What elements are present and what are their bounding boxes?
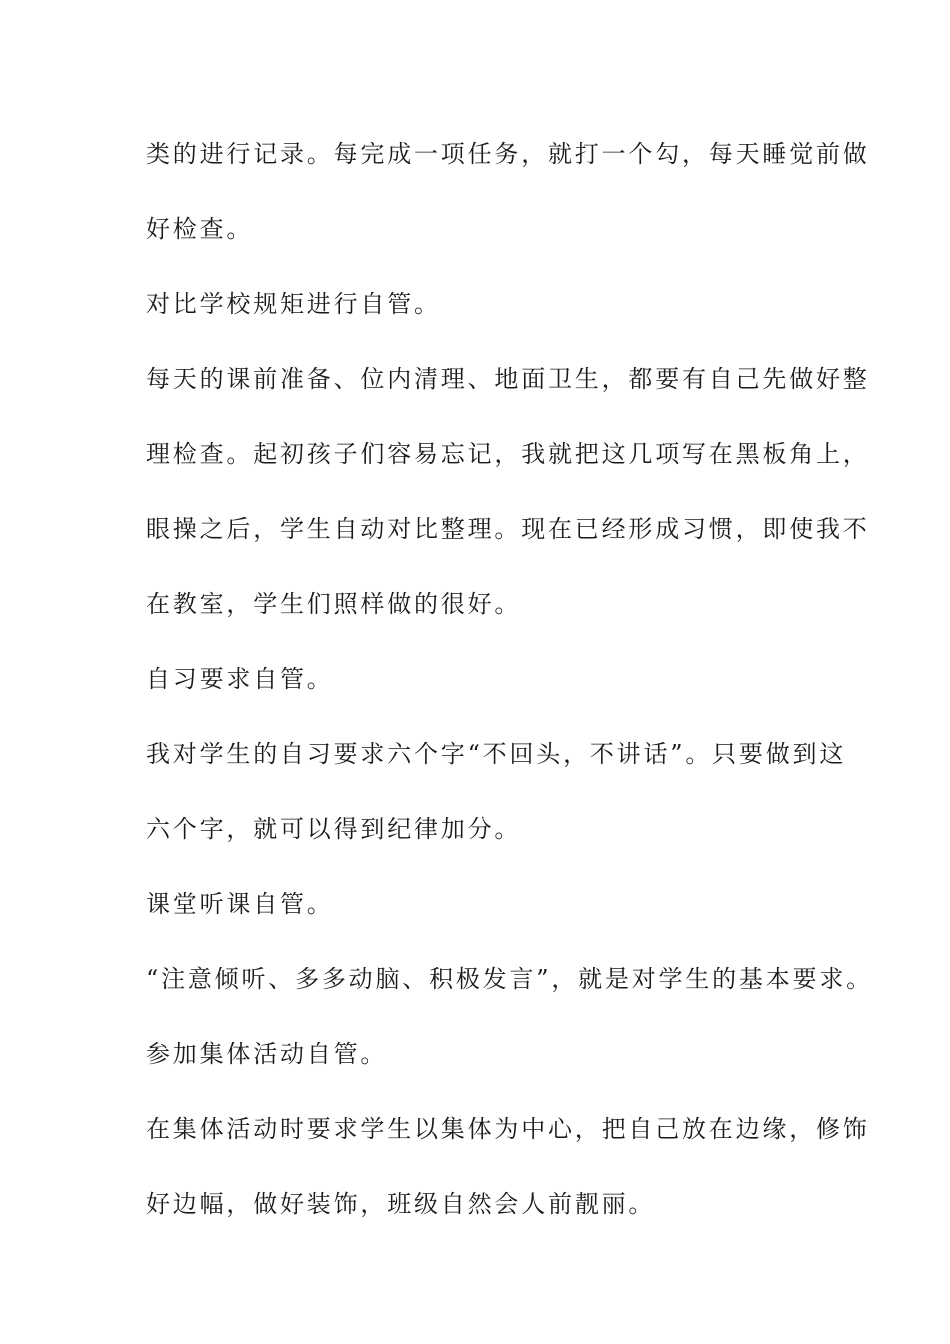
text-line: 在集体活动时要求学生以集体为中心，把自己放在边缘，修饰: [146, 1115, 870, 1143]
document-body: [146, 127, 873, 1232]
text-line: “注意倾听、多多动脑、积极发言”，就是对学生的基本要求。: [146, 965, 873, 993]
text-line: 在教室，学生们照样做的很好。: [146, 590, 522, 618]
section-heading: 自习要求自管。: [146, 665, 334, 693]
text-line: 我对学生的自习要求六个字“不回头，不讲话”。只要做到这: [146, 740, 847, 768]
section-heading: 对比学校规矩进行自管。: [146, 290, 441, 318]
text-line: 理检查。起初孩子们容易忘记，我就把这几项写在黑板角上，: [146, 440, 870, 468]
section-heading: 课堂听课自管。: [146, 890, 334, 918]
text-line: 类的进行记录。每完成一项任务，就打一个勾，每天睡觉前做: [146, 140, 870, 168]
text-line: 每天的课前准备、位内清理、地面卫生，都要有自己先做好整: [146, 365, 870, 393]
text-line: 好检查。: [146, 215, 254, 243]
text-line: 好边幅，做好装饰，班级自然会人前靓丽。: [146, 1190, 656, 1218]
section-heading: 参加集体活动自管。: [146, 1040, 388, 1068]
text-line: 六个字，就可以得到纪律加分。: [146, 815, 522, 843]
text-line: 眼操之后，学生自动对比整理。现在已经形成习惯，即使我不: [146, 515, 870, 543]
